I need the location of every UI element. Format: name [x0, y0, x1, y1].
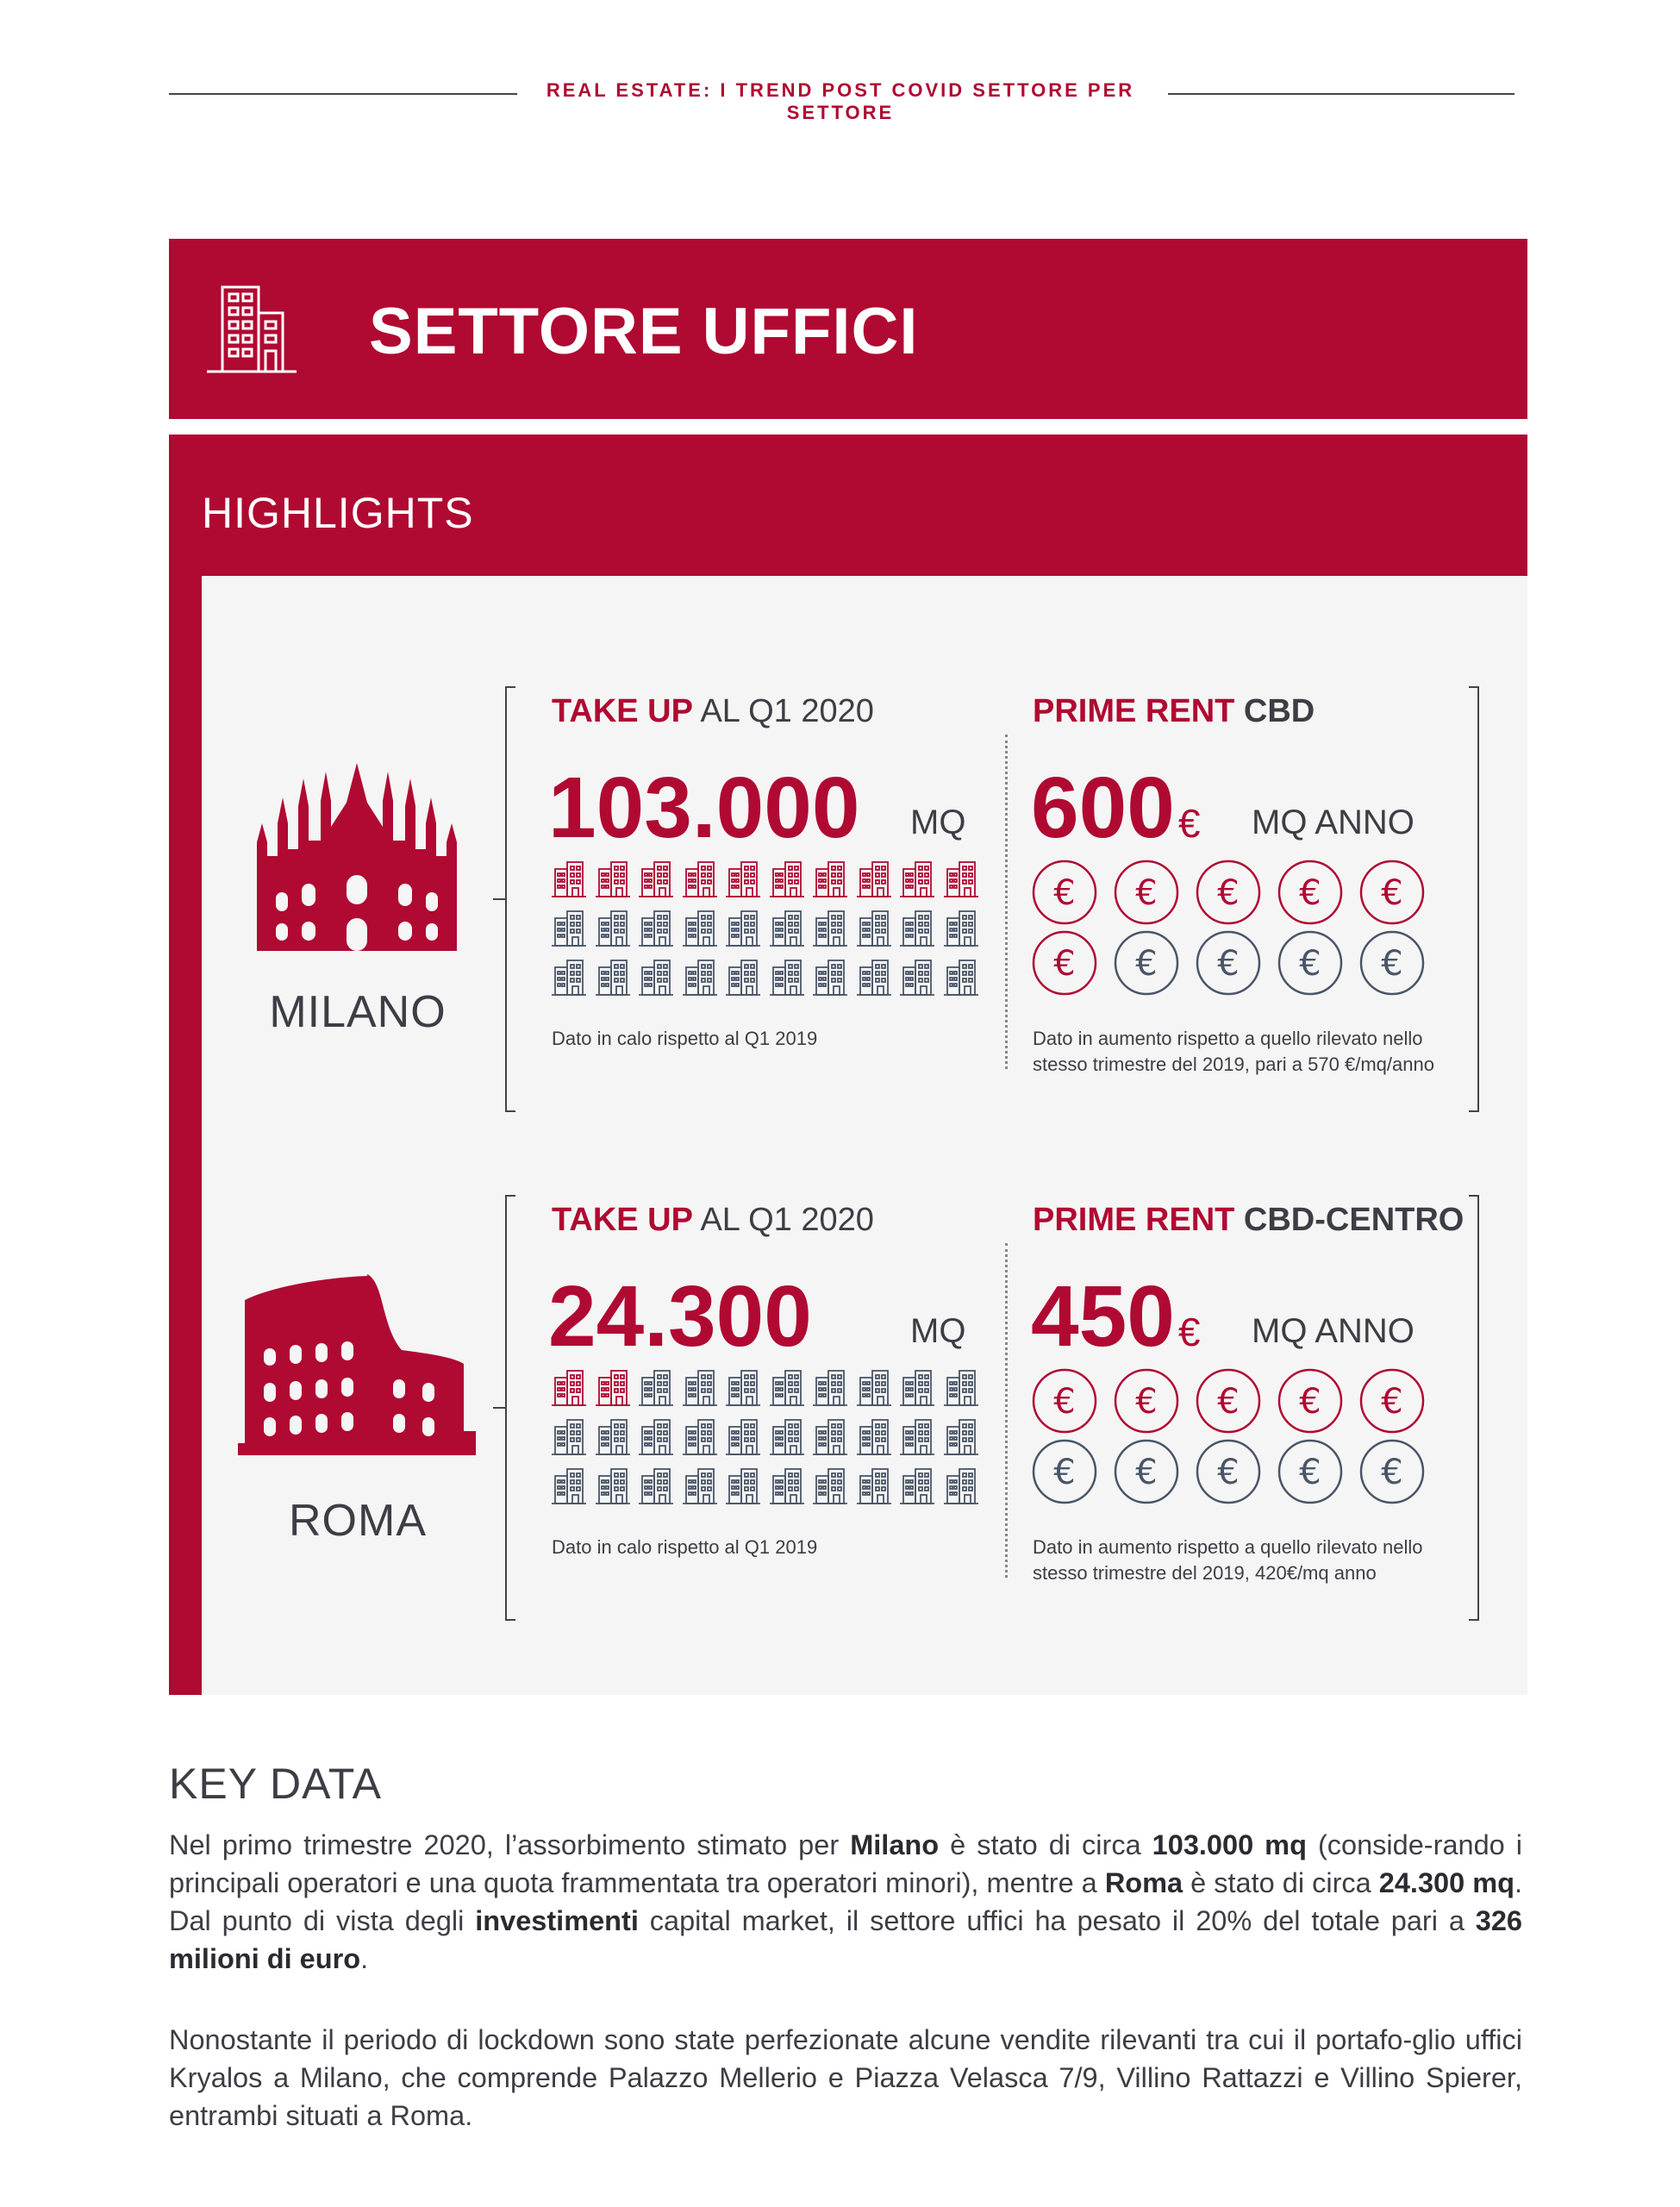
take-up-value-roma: 24.300 [548, 1268, 812, 1365]
svg-text:€: € [1299, 1382, 1321, 1422]
take-up-unit-milano: MQ [910, 803, 966, 841]
euro-coin-icon [1031, 859, 1098, 930]
euro-grid-roma [1031, 1367, 1438, 1509]
building-icon [857, 1369, 891, 1411]
building-icon [552, 910, 586, 952]
duomo-milano-icon [257, 763, 457, 951]
building-icon [639, 1467, 673, 1510]
building-icon [726, 860, 760, 903]
building-icon [683, 959, 717, 1001]
take-up-label-strong: TAKE UP [552, 693, 693, 729]
building-icon [770, 1418, 804, 1460]
building-icon [683, 1467, 717, 1510]
svg-text:€: € [1217, 873, 1240, 913]
svg-text:€: € [1381, 1453, 1403, 1492]
building-icon [813, 860, 847, 903]
svg-text:€: € [1299, 873, 1321, 913]
take-up-label-period: AL Q1 2020 [700, 1202, 874, 1238]
building-icon [596, 910, 630, 952]
building-icon [726, 1418, 760, 1460]
building-icon [857, 1418, 891, 1460]
building-icon [726, 1467, 760, 1510]
building-icon [552, 1369, 586, 1411]
svg-text:€: € [1053, 944, 1076, 984]
building-icon [900, 910, 934, 952]
running-head-rule-right [1168, 93, 1514, 95]
euro-coin-icon [1031, 929, 1098, 1001]
bracket-right-roma [1469, 1195, 1479, 1621]
euro-coin-icon [1113, 929, 1180, 1001]
building-icon [726, 1369, 760, 1411]
building-icon [857, 910, 891, 952]
building-icon [813, 1467, 847, 1510]
building-icon [683, 910, 717, 952]
svg-text:€: € [1217, 1382, 1240, 1422]
building-icon [552, 1467, 586, 1510]
take-up-label-strong: TAKE UP [552, 1202, 693, 1238]
prime-rent-note-roma: Dato in aumento rispetto a quello rilevato nello stesso trimestre del 2019, 420€/mq anno [1033, 1536, 1423, 1584]
prime-rent-label-zone: CBD [1243, 693, 1315, 729]
take-up-unit-roma: MQ [910, 1312, 966, 1350]
building-icon [900, 1369, 934, 1411]
svg-text:€: € [1381, 873, 1403, 913]
running-head-text: REAL ESTATE: I TREND POST COVID SETTORE PER SETTORE [546, 79, 1135, 123]
highlights-title: HIGHLIGHTS [202, 489, 474, 537]
building-icon [813, 959, 847, 1001]
connector-milano [493, 898, 505, 900]
building-icon [639, 1418, 673, 1460]
building-icon [944, 1369, 978, 1411]
building-icon [770, 1467, 804, 1510]
prime-rent-number: 450 [1031, 1268, 1175, 1365]
take-up-heading-roma [552, 1202, 874, 1239]
connector-roma [493, 1407, 505, 1409]
prime-rent-note-milano: Dato in aumento rispetto a quello rilevato nello stesso trimestre del 2019, pari a 570 €/mq/anno [1033, 1028, 1434, 1075]
colosseum-icon [238, 1274, 476, 1455]
building-icon [596, 1418, 630, 1460]
building-grid-milano [552, 860, 983, 1007]
p1-text: Nel primo trimestre 2020, l’assorbimento stimato per [169, 1829, 851, 1860]
building-icon [726, 910, 760, 952]
building-icon [770, 959, 804, 1001]
take-up-note-roma: Dato in calo rispetto al Q1 2019 [552, 1536, 818, 1558]
building-icon [944, 1418, 978, 1460]
building-icon [944, 910, 978, 952]
prime-rent-label-strong: PRIME RENT [1033, 1202, 1235, 1238]
building-icon [596, 860, 630, 903]
building-icon [596, 959, 630, 1001]
building-icon [683, 1418, 717, 1460]
prime-rent-currency: € [1177, 801, 1201, 846]
building-grid-roma [552, 1369, 983, 1516]
prime-rent-currency: € [1177, 1310, 1201, 1354]
euro-coin-icon [1358, 859, 1426, 930]
page-title: SETTORE UFFICI [369, 295, 919, 368]
office-building-icon [203, 282, 300, 378]
building-icon [857, 959, 891, 1001]
euro-coin-icon [1195, 859, 1262, 930]
svg-text:€: € [1217, 944, 1240, 984]
euro-coin-icon [1277, 1438, 1344, 1510]
prime-rent-unit-milano: MQ ANNO [1252, 803, 1415, 841]
p1-bold: 103.000 mq [1152, 1829, 1307, 1860]
building-icon [900, 1418, 934, 1460]
p1-text: capital market, il settore uffici ha pesato il 20% del totale pari a [638, 1905, 1476, 1936]
euro-coin-icon [1195, 1367, 1262, 1439]
title-bar [169, 239, 1527, 419]
building-icon [857, 1467, 891, 1510]
euro-coin-icon [1358, 1438, 1426, 1510]
building-icon [639, 1369, 673, 1411]
euro-coin-icon [1113, 1438, 1180, 1510]
euro-coin-icon [1277, 1367, 1344, 1439]
euro-coin-icon [1277, 859, 1344, 930]
building-icon [552, 1418, 586, 1460]
building-icon [857, 860, 891, 903]
building-icon [683, 860, 717, 903]
prime-rent-unit-roma: MQ ANNO [1252, 1312, 1415, 1350]
key-data-title: KEY DATA [169, 1760, 382, 1808]
euro-coin-icon [1031, 1367, 1098, 1439]
divider-milano [1005, 735, 1008, 1069]
svg-text:€: € [1217, 1453, 1240, 1492]
building-icon [639, 910, 673, 952]
city-label-roma: ROMA [289, 1496, 427, 1546]
key-data-paragraph-2: Nonostante il periodo di lockdown sono state perfezionate alcune vendite rilevanti tra cui il portafo-glio uffici Kryalos a Milano, che comprende Palazzo Mellerio e Piazza Velasca 7/9, Villino Rattazzi e Villino Spierer, entrambi situati a Roma. [169, 2024, 1522, 2131]
svg-text:€: € [1381, 1382, 1403, 1422]
building-icon [639, 959, 673, 1001]
svg-text:€: € [1299, 1453, 1321, 1492]
euro-coin-icon [1358, 929, 1426, 1001]
p1-bold: 326 milioni di euro [169, 1905, 1523, 1974]
svg-text:€: € [1053, 1453, 1076, 1492]
building-icon [726, 959, 760, 1001]
prime-rent-label-zone: CBD-CENTRO [1243, 1202, 1465, 1238]
building-icon [552, 860, 586, 903]
building-icon [900, 1467, 934, 1510]
building-icon [552, 959, 586, 1001]
building-icon [770, 1369, 804, 1411]
running-head-rule-left [169, 93, 517, 95]
prime-rent-number: 600 [1031, 760, 1175, 856]
euro-coin-icon [1031, 1438, 1098, 1510]
building-icon [813, 1418, 847, 1460]
p1-text: è stato di circa [939, 1829, 1152, 1860]
euro-coin-icon [1113, 859, 1180, 930]
svg-text:€: € [1299, 944, 1321, 984]
p1-text: (conside-rando i principali operatori e una quota frammentata tra operatori minori), mentre a [169, 1829, 1522, 1898]
building-icon [596, 1369, 630, 1411]
euro-coin-icon [1113, 1367, 1180, 1439]
prime-rent-heading-roma [1033, 1202, 1464, 1239]
building-icon [596, 1467, 630, 1510]
svg-text:€: € [1135, 1382, 1158, 1422]
building-icon [813, 1369, 847, 1411]
take-up-note-milano: Dato in calo rispetto al Q1 2019 [552, 1028, 818, 1049]
p1-text: . [360, 1943, 369, 1974]
p1-text: . Dal punto di vista degli [169, 1867, 1522, 1936]
prime-rent-heading-milano [1033, 693, 1315, 730]
bracket-left-roma [505, 1195, 515, 1621]
building-icon [944, 860, 978, 903]
building-icon [944, 959, 978, 1001]
running-head [0, 76, 1680, 123]
building-icon [813, 910, 847, 952]
building-icon [900, 959, 934, 1001]
building-icon [900, 860, 934, 903]
svg-text:€: € [1135, 944, 1158, 984]
take-up-heading-milano [552, 693, 874, 730]
prime-rent-value-roma [1031, 1267, 1200, 1366]
prime-rent-value-milano [1031, 759, 1200, 858]
euro-grid-milano [1031, 859, 1438, 1000]
prime-rent-label-strong: PRIME RENT [1033, 693, 1235, 729]
divider-roma [1005, 1243, 1008, 1578]
building-icon [944, 1467, 978, 1510]
building-icon [639, 860, 673, 903]
svg-text:€: € [1381, 944, 1403, 984]
p1-bold: Milano [850, 1829, 940, 1860]
svg-text:€: € [1135, 1453, 1158, 1492]
bracket-left-milano [505, 686, 515, 1112]
p1-bold: 24.300 mq [1378, 1867, 1514, 1898]
svg-text:€: € [1053, 873, 1076, 913]
take-up-value-milano: 103.000 [548, 760, 860, 856]
building-icon [770, 910, 804, 952]
building-icon [683, 1369, 717, 1411]
euro-coin-icon [1195, 1438, 1262, 1510]
p1-bold: Roma [1104, 1867, 1183, 1898]
euro-coin-icon [1358, 1367, 1426, 1439]
euro-coin-icon [1277, 929, 1344, 1001]
p1-text: è stato di circa [1183, 1867, 1379, 1898]
svg-text:€: € [1135, 873, 1158, 913]
city-label-milano: MILANO [269, 987, 447, 1037]
euro-coin-icon [1195, 929, 1262, 1001]
building-icon [770, 860, 804, 903]
key-data-paragraph-1 [169, 1826, 1522, 1978]
p1-bold: investimenti [475, 1905, 639, 1936]
svg-text:€: € [1053, 1382, 1076, 1422]
take-up-label-period: AL Q1 2020 [700, 693, 874, 729]
bracket-right-milano [1469, 686, 1479, 1112]
